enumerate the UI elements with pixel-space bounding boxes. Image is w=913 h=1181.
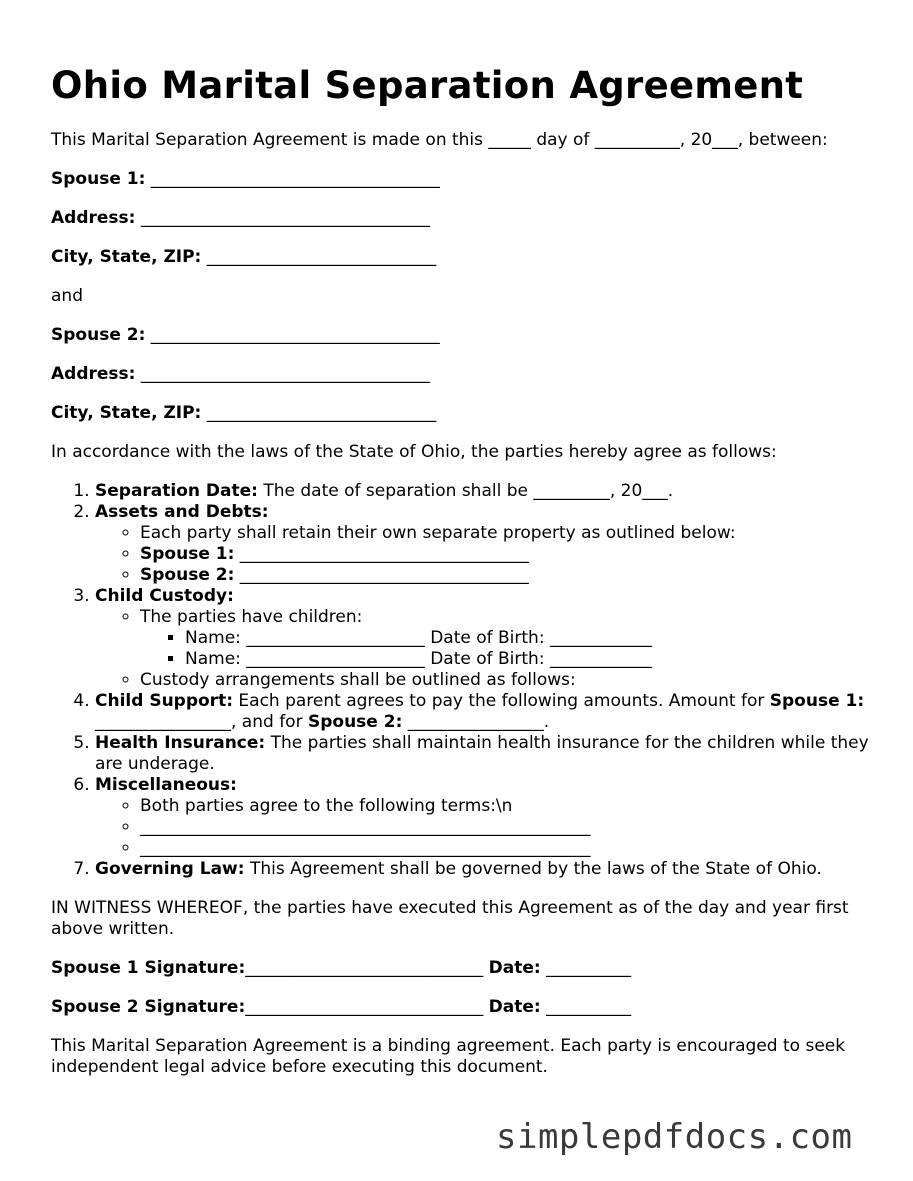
assets-debts-label: Assets and Debts:	[95, 502, 269, 522]
assets-spouse2-label: Spouse 2:	[140, 565, 235, 585]
term-assets-debts	[95, 502, 871, 586]
list-item: ◦ _____________________________________________________	[140, 817, 871, 838]
spouse2-city-label: City, State, ZIP:	[51, 403, 202, 423]
accordance-text: In accordance with the laws of the State of Ohio, the parties hereby agree as follows:	[51, 442, 777, 462]
spouse2-city-blank: ___________________________	[206, 403, 437, 423]
spouse1-city-field	[51, 247, 871, 268]
governing-law-text: This Agreement shall be governed by the laws of the State of Ohio.	[244, 859, 822, 879]
spouse1-name-label: Spouse 1:	[51, 169, 146, 189]
custody-sublist	[95, 607, 871, 691]
child-custody-label: Child Custody:	[95, 586, 234, 606]
child-support-label: Child Support:	[95, 691, 233, 711]
spouse2-address-blank: __________________________________	[140, 364, 430, 384]
list-item	[140, 565, 871, 586]
spouse2-name-blank: __________________________________	[150, 325, 440, 345]
misc-sublist	[95, 796, 871, 859]
list-item	[140, 544, 871, 565]
document-title: Ohio Marital Separation Agreement	[51, 64, 804, 107]
spouse1-city-label: City, State, ZIP:	[51, 247, 202, 267]
spouse1-date-blank: __________	[546, 958, 632, 978]
list-item: ▪ Name: _____________________ Date of Birth: ____________	[185, 628, 871, 649]
spouse1-city-blank: ___________________________	[206, 247, 437, 267]
spouse2-date-label: Date:	[488, 997, 541, 1017]
spouse1-signature-label: Spouse 1 Signature:	[51, 958, 246, 978]
agreement-terms-list	[51, 481, 871, 880]
spouse2-signature-line	[51, 997, 871, 1018]
document-page	[51, 60, 871, 1096]
spouse2-name-field	[51, 325, 871, 346]
closing-paragraph: This Marital Separation Agreement is a binding agreement. Each party is encouraged to seek independent legal advice before executing this document.	[51, 1036, 846, 1077]
term-health-insurance	[95, 733, 871, 775]
support-text-middle: ________________, and for	[95, 712, 308, 732]
list-item: ◦ _____________________________________________________	[140, 838, 871, 859]
spouse1-date-label: Date:	[488, 958, 541, 978]
spouse2-name-label: Spouse 2:	[51, 325, 146, 345]
list-item	[140, 607, 871, 670]
spouse2-address-field	[51, 364, 871, 385]
children-sublist	[140, 628, 871, 670]
term-child-support	[95, 691, 871, 733]
intro-paragraph: This Marital Separation Agreement is made on this _____ day of __________, 20___, between:	[51, 130, 828, 150]
spouse1-address-label: Address:	[51, 208, 136, 228]
list-item: ◦ Both parties agree to the following terms:\n	[140, 796, 871, 817]
children-text: The parties have children:	[140, 607, 363, 627]
spouse2-signature-label: Spouse 2 Signature:	[51, 997, 246, 1017]
term-child-custody	[95, 586, 871, 691]
term-miscellaneous	[95, 775, 871, 859]
health-insurance-text: The parties shall maintain health insurance for the children while they are underage.	[95, 733, 869, 774]
support-spouse1-label: Spouse 1:	[769, 691, 865, 711]
assets-spouse1-blank: __________________________________	[234, 544, 529, 564]
separation-date-text: The date of separation shall be _________, 20___.	[257, 481, 674, 501]
spouse1-signature-line	[51, 958, 871, 979]
spouse2-city-field	[51, 403, 871, 424]
spouse1-name-field	[51, 169, 871, 190]
list-item: ▪ Name: _____________________ Date of Birth: ____________	[185, 649, 871, 670]
list-item: ◦ Each party shall retain their own separate property as outlined below:	[140, 523, 871, 544]
support-spouse2-label: Spouse 2:	[307, 712, 403, 732]
governing-law-label: Governing Law:	[95, 859, 245, 879]
health-insurance-label: Health Insurance:	[95, 733, 266, 753]
spouse1-name-blank: __________________________________	[150, 169, 440, 189]
term-governing-law	[95, 859, 871, 880]
spouse2-address-label: Address:	[51, 364, 136, 384]
witness-paragraph: IN WITNESS WHEREOF, the parties have executed this Agreement as of the day and year first above written.	[51, 898, 849, 939]
child-support-text: Each parent agrees to pay the following amounts. Amount for	[233, 691, 770, 711]
support-text-end: ________________.	[402, 712, 550, 732]
assets-spouse2-blank: __________________________________	[234, 565, 529, 585]
spouse1-address-blank: __________________________________	[140, 208, 430, 228]
list-item: ◦ Custody arrangements shall be outlined as follows:	[140, 670, 871, 691]
spouse1-address-field	[51, 208, 871, 229]
spouse2-date-blank: __________	[546, 997, 632, 1017]
miscellaneous-label: Miscellaneous:	[95, 775, 237, 795]
assets-sublist	[95, 523, 871, 586]
and-text: and	[51, 286, 83, 306]
separation-date-label: Separation Date:	[95, 481, 258, 501]
assets-spouse1-label: Spouse 1:	[140, 544, 235, 564]
spouse2-signature-blank: ____________________________	[245, 997, 484, 1017]
spouse1-signature-blank: ____________________________	[245, 958, 484, 978]
watermark-text: simplepdfdocs.com	[496, 1117, 853, 1157]
term-separation-date	[95, 481, 871, 502]
